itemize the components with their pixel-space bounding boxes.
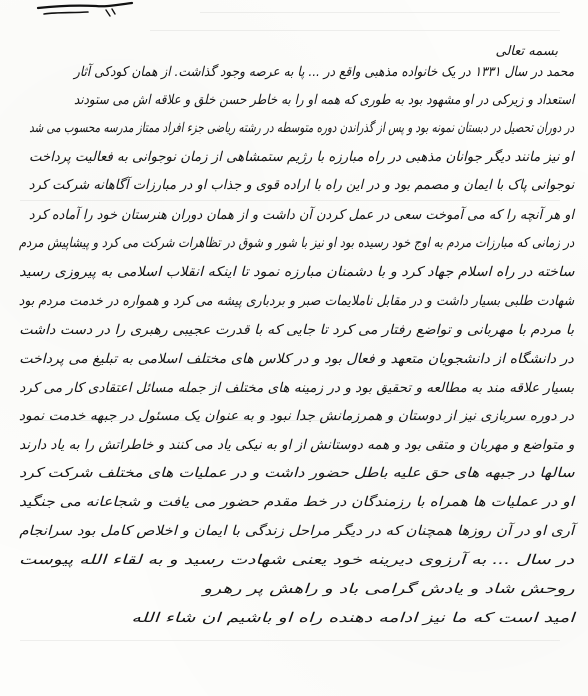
handwritten-line: او در عملیات ها همراه با رزمندگان در خط مقدم حضور می یافت و شجاعانه می جنگید [19, 494, 574, 510]
handwritten-line: در زمانی که مبارزات مردم به اوج خود رسیده بود او نیز با شور و شوق در تظاهرات شرکت می کرد و پیشاپیش مردم [18, 235, 574, 251]
bleed-through-line [20, 640, 560, 641]
handwritten-line: با مردم با مهربانی و تواضع رفتار می کرد تا جایی که با قدرت عجیبی رهبری را در دست داشت [19, 322, 574, 338]
signature-mark [36, 0, 136, 22]
bleed-through-line [20, 200, 560, 201]
handwritten-line: در دوره سربازی نیز از دوستان و همرزمانش جدا نبود و به عنوان یک مسئول در جبهه خدمت نمود [18, 408, 574, 424]
handwritten-line: سالها در جبهه های حق علیه باطل حضور داشت و در عملیات های مختلف شرکت کرد [18, 465, 574, 481]
handwritten-line: آری او در آن روزها همچنان که در دیگر مراحل زندگی با ایمان و اخلاص کامل بود سرانجام [19, 523, 574, 539]
document-heading: بسمه تعالی [495, 44, 558, 59]
handwritten-line: ساخته در راه اسلام جهاد کرد و با دشمنان مبارزه نمود تا اینکه انقلاب اسلامی به پیروزی رسید [18, 264, 574, 280]
handwritten-line: امید است که ما نیز ادامه دهنده راه او باشیم ان شاء الله [130, 610, 574, 626]
bleed-through-line [200, 12, 560, 13]
handwritten-line: بسیار علاقه مند به مطالعه و تحقیق بود و در زمینه های مختلف از جمله مسائل اعتقادی کار می کرد [19, 380, 574, 396]
handwritten-line: استعداد و زیرکی در او مشهود بود به طوری که همه او را به خاطر حسن خلق و علاقه اش می ستودند [73, 92, 574, 108]
handwritten-line: و متواضع و مهربان و متقی بود و همه دوستانش از او به نیکی یاد می کنند و خاطراتش را به یاد دارند [18, 437, 574, 453]
handwritten-line: شهادت طلبی بسیار داشت و در مقابل ناملایمات صبر و بردباری پیشه می کرد و همواره در خدمت مردم بود [18, 293, 574, 309]
handwritten-line: او هر آنچه را که می آموخت سعی در عمل کردن آن داشت و از همان دوران هنرستان خود را آماده کرد [28, 207, 574, 223]
handwritten-line: روحش شاد و یادش گرامی باد و راهش پر رهرو [202, 581, 574, 597]
handwritten-line: در سال ... به آرزوی دیرینه خود یعنی شهادت رسید و به لقاء الله پیوست [18, 552, 574, 568]
handwritten-line: نوجوانی پاک با ایمان و مصمم بود و در این راه با اراده قوی و جذاب او در مبارزات آگاهانه شرکت کرد [28, 177, 574, 193]
handwritten-line: او نیز مانند دیگر جوانان مذهبی در راه مبارزه با رژیم ستمشاهی از زمان نوجوانی به فعالیت پرداخت [29, 149, 574, 165]
handwritten-line: محمد در سال ۱۳۳۱ در یک خانواده مذهبی واقع در ... پا به عرصه وجود گذاشت. از همان کودکی آثار [73, 64, 574, 80]
handwritten-line: در دوران تحصیل در دبستان نمونه بود و پس از گذراندن دوره متوسطه در رشته ریاضی جزء افراد ممتاز مدرسه محسوب می شد [29, 120, 574, 136]
handwritten-line: در دانشگاه از دانشجویان متعهد و فعال بود و در کلاس های مختلف اسلامی به تبلیغ می پرداخت [19, 351, 574, 367]
bleed-through-line [150, 30, 560, 31]
